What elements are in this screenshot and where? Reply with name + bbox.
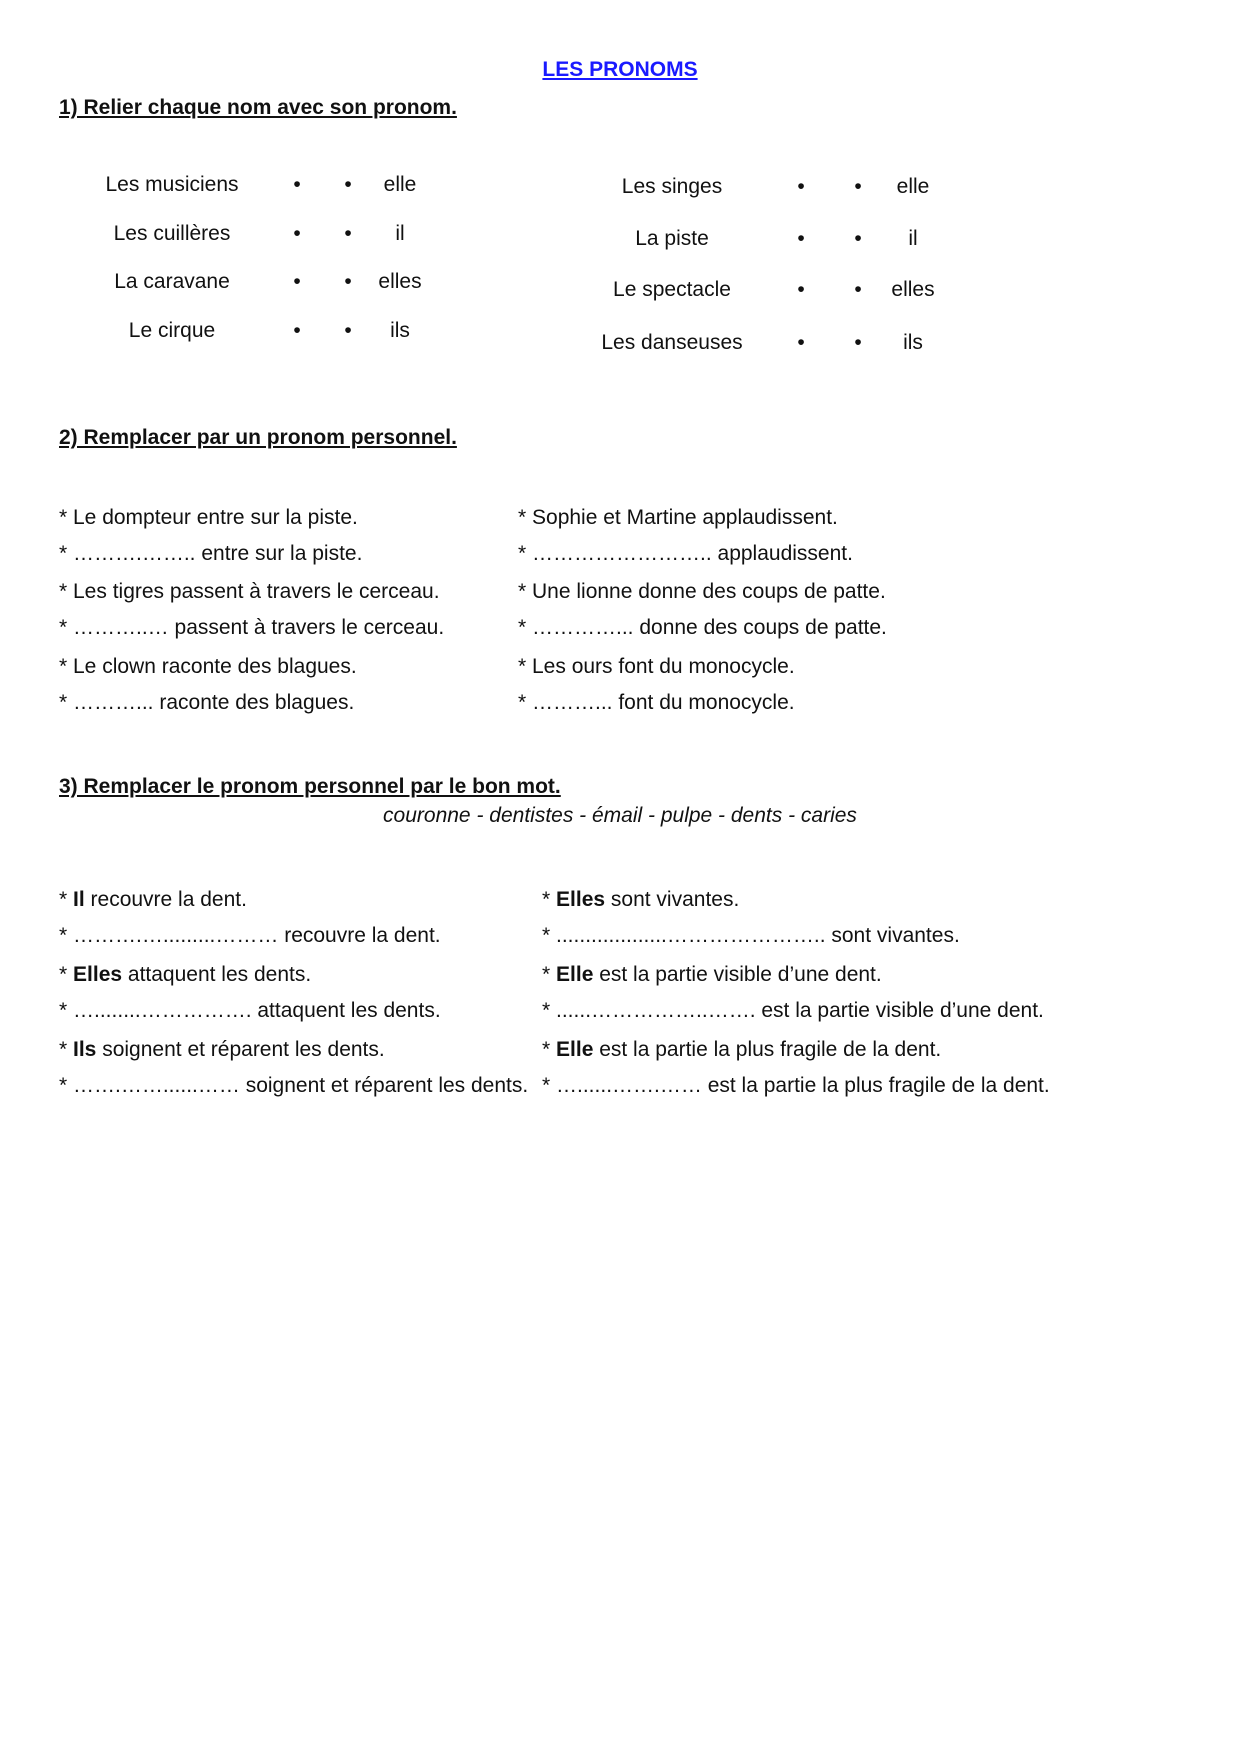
sentence-line <box>59 1071 528 1101</box>
pronoun-dot: • <box>344 270 352 293</box>
bullet-prefix: * <box>59 924 74 947</box>
pronoun-dot: • <box>344 173 352 196</box>
pronoun-label: ils <box>390 319 410 342</box>
sentence-line <box>542 885 739 915</box>
pronoun-bold: Elles <box>556 888 606 911</box>
bullet-prefix: * <box>542 999 557 1022</box>
sentence-line <box>542 1071 1050 1101</box>
bullet-prefix: * <box>542 924 557 947</box>
noun-dot: • <box>797 227 805 250</box>
sentence-line: * Une lionne donne des coups de patte. <box>518 580 886 603</box>
sentence-line <box>542 921 960 951</box>
noun-dot: • <box>293 319 301 342</box>
sentence-line: * Les tigres passent à travers le cerceau. <box>59 580 440 603</box>
noun-dot: • <box>293 173 301 196</box>
pronoun-label: ils <box>903 331 923 354</box>
pronoun-bold: Elle <box>556 963 594 986</box>
sentence-line: * Sophie et Martine applaudissent. <box>518 506 838 529</box>
sentence-line <box>59 921 441 951</box>
match-row <box>0 275 1240 305</box>
pronoun-bold: Elles <box>73 963 123 986</box>
noun-label: Les danseuses <box>601 331 743 354</box>
pronoun-label: il <box>908 227 918 250</box>
pronoun-label: elles <box>378 270 422 293</box>
bullet-prefix: * <box>59 1038 74 1061</box>
word-bank: couronne - dentistes - émail - pulpe - dents - caries <box>383 804 857 827</box>
bullet-prefix: * <box>542 963 557 986</box>
section-3-heading: 3) Remplacer le pronom personnel par le bon mot. <box>59 775 561 798</box>
section-2-heading: 2) Remplacer par un pronom personnel. <box>59 426 457 449</box>
bullet-prefix: * <box>542 1038 557 1061</box>
sentence-text: sont vivantes. <box>605 888 740 911</box>
noun-label: Les singes <box>621 175 723 198</box>
pronoun-dot: • <box>854 331 862 354</box>
sentence-text: ......……………..……. est la partie visible d’une dent. <box>556 999 1044 1022</box>
sentence-line: * Les ours font du monocycle. <box>518 655 795 678</box>
noun-label: La piste <box>635 227 709 250</box>
pronoun-bold: Elle <box>556 1038 594 1061</box>
pronoun-label: elle <box>896 175 930 198</box>
noun-label: Le spectacle <box>613 278 731 301</box>
sentence-text: attaquent les dents. <box>122 963 312 986</box>
sentence-text: soignent et réparent les dents. <box>96 1038 385 1061</box>
sentence-line: * ……….…….. entre sur la piste. <box>59 542 363 565</box>
noun-dot: • <box>293 270 301 293</box>
bullet-prefix: * <box>542 888 557 911</box>
pronoun-label: elles <box>891 278 935 301</box>
sentence-text: …….……......…… soignent et réparent les dents. <box>73 1074 529 1097</box>
sentence-line: * ………..… passent à travers le cerceau. <box>59 616 445 639</box>
noun-dot: • <box>797 331 805 354</box>
pronoun-dot: • <box>344 222 352 245</box>
noun-dot: • <box>797 278 805 301</box>
pronoun-dot: • <box>854 278 862 301</box>
pronoun-bold: Il <box>73 888 85 911</box>
sentence-line <box>542 996 1044 1026</box>
bullet-prefix: * <box>59 1074 74 1097</box>
bullet-prefix: * <box>59 963 74 986</box>
bullet-prefix: * <box>59 999 74 1022</box>
noun-dot: • <box>797 175 805 198</box>
sentence-line <box>59 885 247 915</box>
sentence-text: ...................………………….. sont vivantes. <box>556 924 960 947</box>
sentence-text: est la partie la plus fragile de la dent. <box>593 1038 942 1061</box>
page-title: LES PRONOMS <box>542 58 698 81</box>
pronoun-dot: • <box>854 227 862 250</box>
sentence-line: * ………... raconte des blagues. <box>59 691 355 714</box>
noun-label: Les cuillères <box>113 222 231 245</box>
sentence-text: recouvre la dent. <box>84 888 247 911</box>
sentence-line <box>59 1035 385 1065</box>
sentence-line <box>59 960 311 990</box>
pronoun-bold: Ils <box>73 1038 97 1061</box>
sentence-text: …......…….…… est la partie la plus fragile de la dent. <box>556 1074 1050 1097</box>
noun-label: La caravane <box>114 270 230 293</box>
sentence-line: * …………………….. applaudissent. <box>518 542 853 565</box>
sentence-line <box>542 1035 941 1065</box>
sentence-text: ……….….........……… recouvre la dent. <box>73 924 441 947</box>
match-row <box>0 328 1240 358</box>
pronoun-dot: • <box>854 175 862 198</box>
pronoun-dot: • <box>344 319 352 342</box>
noun-label: Les musiciens <box>105 173 239 196</box>
pronoun-label: il <box>395 222 405 245</box>
bullet-prefix: * <box>59 888 74 911</box>
sentence-line: * …………... donne des coups de patte. <box>518 616 887 639</box>
noun-label: Le cirque <box>128 319 216 342</box>
pronoun-label: elle <box>383 173 417 196</box>
match-row <box>0 172 1240 202</box>
noun-dot: • <box>293 222 301 245</box>
sentence-line: * Le dompteur entre sur la piste. <box>59 506 358 529</box>
match-row <box>0 224 1240 254</box>
sentence-line <box>59 996 441 1026</box>
sentence-line: * ………... font du monocycle. <box>518 691 795 714</box>
sentence-text: est la partie visible d’une dent. <box>593 963 882 986</box>
sentence-line <box>542 960 882 990</box>
sentence-line: * Le clown raconte des blagues. <box>59 655 357 678</box>
section-1-heading: 1) Relier chaque nom avec son pronom. <box>59 96 457 119</box>
bullet-prefix: * <box>542 1074 557 1097</box>
sentence-text: …........……………. attaquent les dents. <box>73 999 441 1022</box>
